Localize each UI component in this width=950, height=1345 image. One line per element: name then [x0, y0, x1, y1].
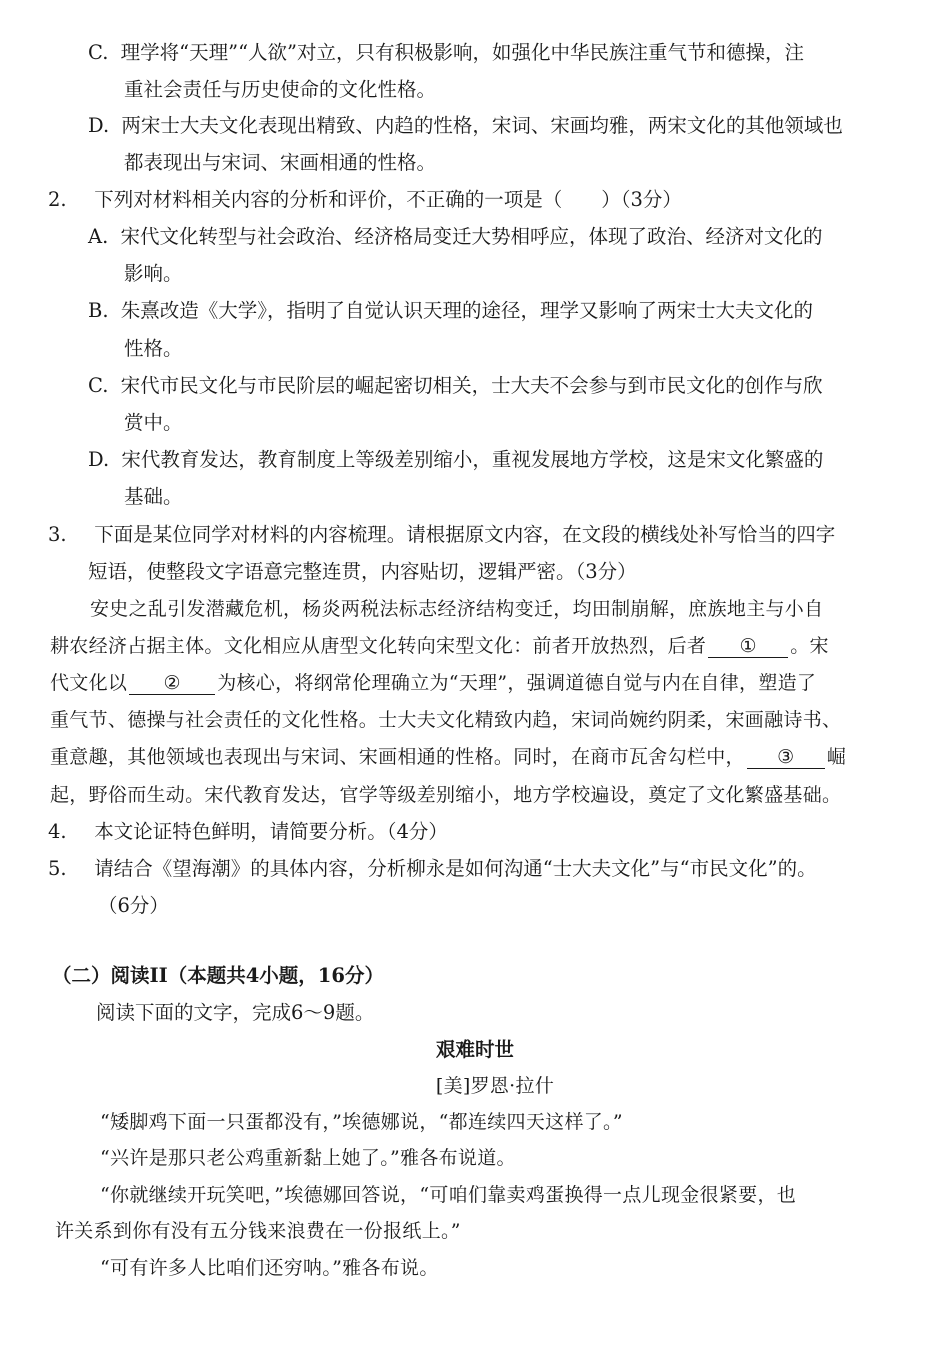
q3-stem — [48, 522, 835, 548]
q5-text-1: 请结合《望海潮》的具体内容，分析柳永是如何沟通“士大夫文化”与“市民文化”的。 — [94, 857, 817, 880]
story-para-2: “兴许是那只老公鸡重新黏上她了。”雅各布说道。 — [100, 1147, 516, 1169]
q3-passage-line-3a: 代文化以 — [50, 672, 128, 694]
q5-number: 5. — [48, 857, 67, 880]
q2-option-a — [88, 224, 823, 250]
q2-option-c-label: C. — [88, 374, 109, 397]
q2-option-d-label: D. — [88, 448, 110, 471]
q1-option-d — [88, 113, 843, 139]
q3-passage-line-2 — [50, 633, 829, 659]
q2-option-b-label: B. — [88, 299, 109, 322]
story-para-1: “矮脚鸡下面一只蛋都没有，”埃德娜说，“都连续四天这样了。” — [100, 1111, 623, 1133]
story-para-3-cont: 许关系到你有没有五分钱来浪费在一份报纸上。” — [55, 1220, 461, 1242]
story-author: [美]罗恩·拉什 — [435, 1075, 555, 1097]
q2-number: 2. — [48, 188, 67, 211]
q3-passage-line-5a: 重意趣，其他领域也表现出与宋词、宋画相通的性格。同时，在商市瓦舍勾栏中， — [50, 746, 745, 768]
q2-stem — [48, 187, 682, 213]
q3-passage-line-2a: 耕农经济占据主体。文化相应从唐型文化转向宋型文化：前者开放热烈，后者 — [50, 635, 707, 657]
q3-passage-line-1: 安史之乱引发潜藏危机，杨炎两税法标志经济结构变迁，均田制崩解，庶族地主与小自 — [90, 598, 824, 620]
q2-option-a-cont: 影响。 — [124, 262, 183, 285]
story-para-4: “可有许多人比咱们还穷呐。”雅各布说。 — [100, 1257, 439, 1279]
q2-stem-text: 下列对材料相关内容的分析和评价，不正确的一项是（ ）（3分） — [94, 188, 682, 211]
q1-option-c-text-1: 理学将“天理”“人欲”对立，只有积极影响，如强化中华民族注重气节和德操，注 — [120, 41, 805, 64]
q3-stem-text-1: 下面是某位同学对材料的内容梳理。请根据原文内容，在文段的横线处补写恰当的四字 — [94, 523, 836, 546]
q1-option-c-label: C. — [88, 41, 109, 64]
q3-passage-line-6: 起，野俗而生动。宋代教育发达，官学等级差别缩小，地方学校遍设，奠定了文化繁盛基础。 — [50, 784, 842, 806]
q2-option-a-label: A. — [88, 225, 109, 248]
story-title: 艰难时世 — [435, 1038, 514, 1061]
q2-option-c-text-1: 宋代市民文化与市民阶层的崛起密切相关，士大夫不会参与到市民文化的创作与欣 — [120, 374, 823, 397]
section-2-heading: （二）阅读II（本题共4小题，16分） — [52, 964, 384, 987]
q2-option-b — [88, 298, 813, 324]
q2-option-c-cont: 赏中。 — [124, 411, 183, 434]
q3-number: 3. — [48, 523, 67, 546]
q4 — [48, 819, 448, 845]
q1-option-d-label: D. — [88, 114, 110, 137]
q2-option-b-text-1: 朱熹改造《大学》，指明了自觉认识天理的途径，理学又影响了两宋士大夫文化的 — [120, 299, 813, 322]
section-2-instruction: 阅读下面的文字，完成6～9题。 — [96, 1001, 375, 1024]
q3-passage-line-5b: 崛 — [826, 746, 847, 768]
blank-2[interactable]: ② — [129, 672, 215, 695]
q4-number: 4. — [48, 820, 67, 843]
q5 — [48, 856, 817, 882]
q2-option-a-text-1: 宋代文化转型与社会政治、经济格局变迁大势相呼应，体现了政治、经济对文化的 — [120, 225, 823, 248]
q4-text: 本文论证特色鲜明，请简要分析。（4分） — [94, 820, 448, 843]
q1-option-c-cont: 重社会责任与历史使命的文化性格。 — [124, 78, 437, 101]
story-para-3: “你就继续开玩笑吧，”埃德娜回答说，“可咱们靠卖鸡蛋换得一点儿现金很紧要，也 — [100, 1184, 797, 1206]
q1-option-d-text-1: 两宋士大夫文化表现出精致、内趋的性格，宋词、宋画均雅，两宋文化的其他领域也 — [121, 114, 843, 137]
q2-option-d-cont: 基础。 — [124, 485, 183, 508]
q1-option-d-cont: 都表现出与宋词、宋画相通的性格。 — [124, 151, 437, 174]
q3-passage-line-3b: 为核心，将纲常伦理确立为“天理”，强调道德自觉与内在自律，塑造了 — [217, 672, 817, 694]
q1-option-c — [88, 40, 804, 66]
blank-1[interactable]: ① — [708, 635, 788, 658]
blank-3[interactable]: ③ — [747, 746, 825, 769]
q2-option-d-text-1: 宋代教育发达，教育制度上等级差别缩小，重视发展地方学校，这是宋文化繁盛的 — [121, 448, 824, 471]
q5-text-cont: （6分） — [98, 894, 169, 917]
q3-stem-cont: 短语，使整段文字语意完整连贯，内容贴切，逻辑严密。（3分） — [88, 560, 637, 583]
q2-option-d — [88, 447, 823, 473]
q3-passage-line-5 — [50, 744, 846, 770]
q3-passage-line-4: 重气节、德操与社会责任的文化性格。士大夫文化精致内趋，宋词尚婉约阴柔，宋画融诗书、 — [50, 709, 842, 731]
q3-passage-line-3 — [50, 670, 816, 696]
q3-passage-line-2b: 。宋 — [790, 635, 829, 657]
q2-option-c — [88, 373, 823, 399]
q2-option-b-cont: 性格。 — [124, 337, 183, 360]
